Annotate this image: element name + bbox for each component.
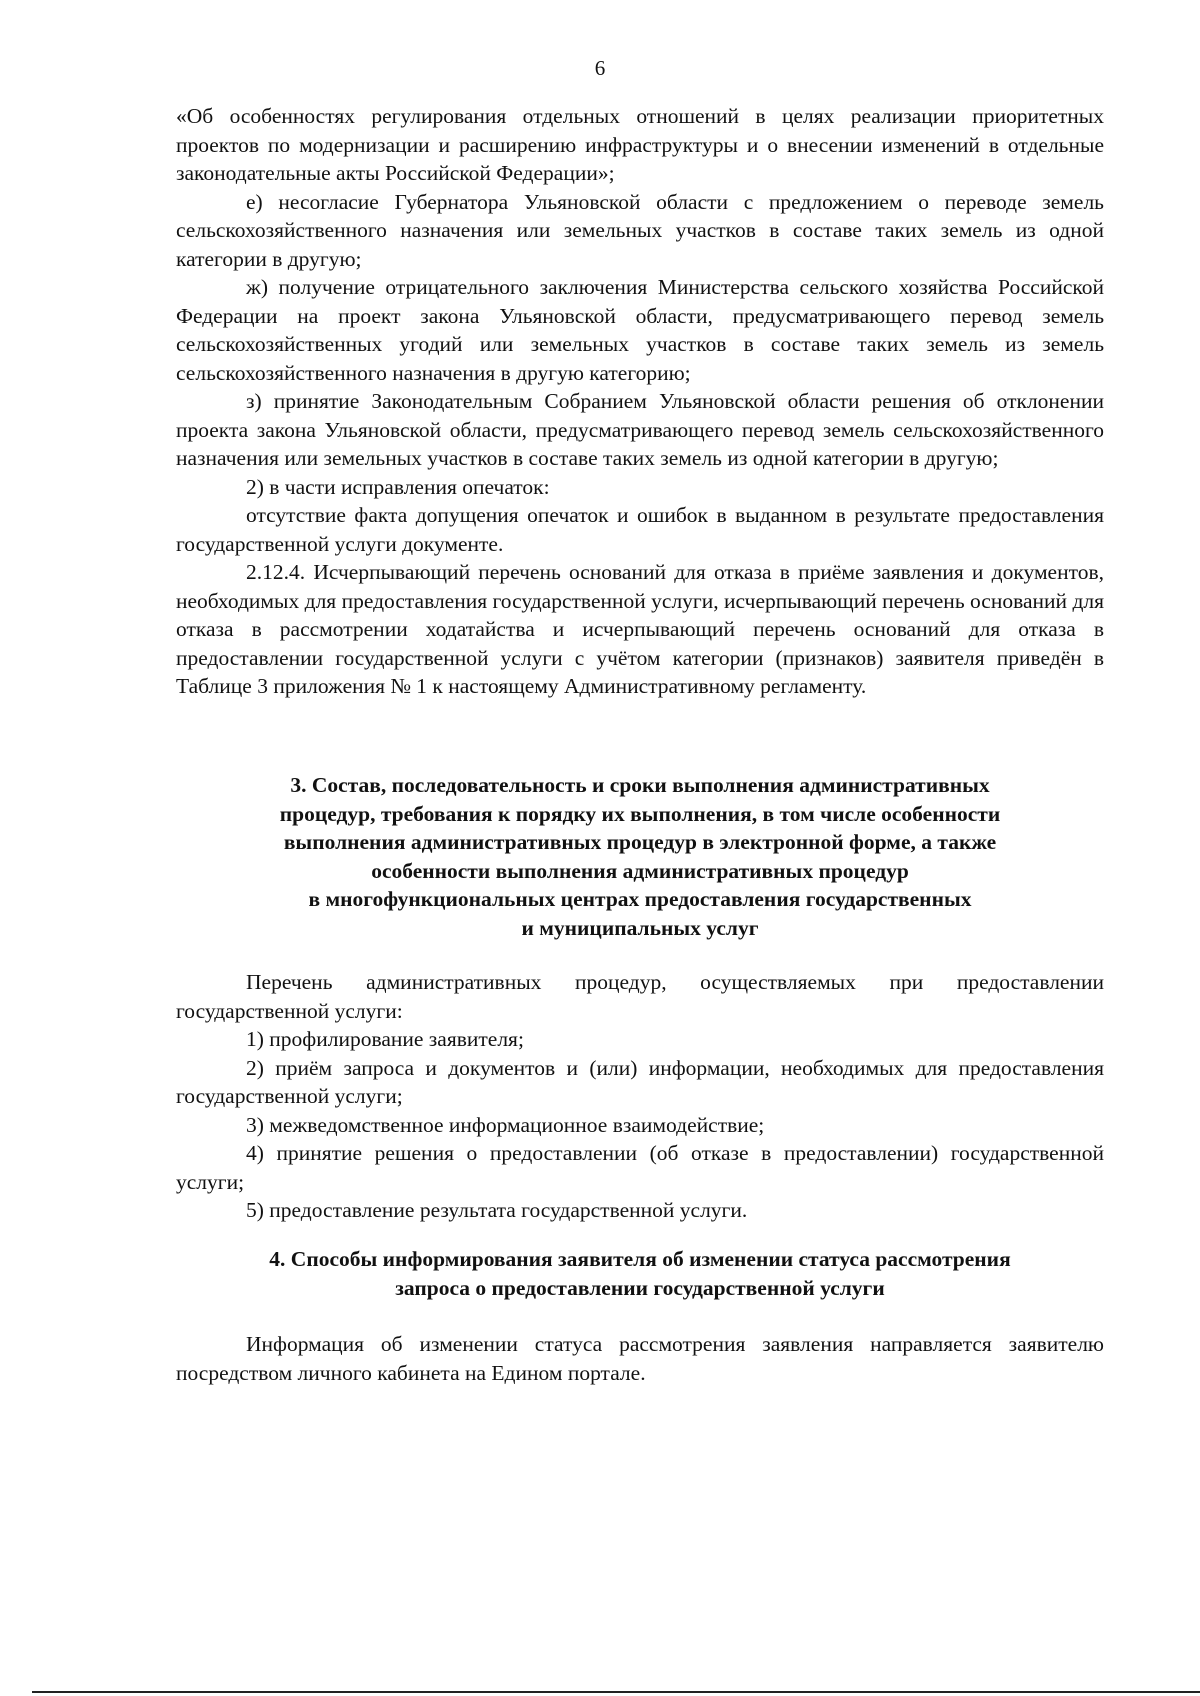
list-item: 3) межведомственное информационное взаимодействие; [246, 1112, 765, 1137]
text-block-grounds-for-refusal [176, 102, 1104, 701]
heading-line: процедур, требования к порядку их выполнения, в том числе особенности [279, 801, 1001, 826]
heading-line: запроса о предоставлении государственной услуги [395, 1275, 885, 1300]
paragraph: Информация об изменении статуса рассмотрения заявления направляется заявителю посредством личного кабинета на Едином портале. [176, 1332, 1104, 1385]
section-4-heading [176, 1245, 1104, 1302]
heading-line: 4. Способы информирования заявителя об изменении статуса рассмотрения [269, 1247, 1011, 1271]
heading-line: и муниципальных услуг [521, 915, 759, 940]
heading-line: выполнения административных процедур в электронной форме, а также [283, 830, 997, 854]
paragraph: «Об особенностях регулирования отдельных отношений в целях реализации приоритетных проектов по модернизации и расширению инфраструктуры и о внесении изменений в отдельные законодательные акты Российской Федерации»; [176, 104, 1104, 185]
heading-line: 3. Состав, последовательность и сроки выполнения административных [290, 773, 990, 797]
paragraph: Перечень административных процедур, осуществляемых при предоставлении государственной услуги: [176, 970, 1104, 1023]
page-bottom-rule [32, 1691, 1200, 1693]
heading-line: особенности выполнения административных процедур [371, 858, 909, 883]
list-item: 1) профилирование заявителя; [246, 1027, 524, 1051]
section-3-heading [176, 771, 1104, 942]
paragraph: з) принятие Законодательным Собранием Ульяновской области решения об отклонении проекта закона Ульяновской области, предусматривающего перевод земель сельскохозяйственного назначения или земельных участков в составе таких земель из одной категории в другую; [176, 389, 1104, 470]
list-item: 5) предоставление результата государственной услуги. [246, 1198, 748, 1222]
text-block-status-information [176, 1330, 1104, 1387]
paragraph: е) несогласие Губернатора Ульяновской области с предложением о переводе земель сельскохозяйственного назначения или земельных участков в составе таких земель из одной категории в другую; [176, 189, 1104, 271]
list-item: 4) принятие решения о предоставлении (об отказе в предоставлении) государственной услуги; [176, 1141, 1104, 1194]
page-number: 6 [594, 56, 606, 80]
heading-line: в многофункциональных центрах предоставления государственных [308, 887, 972, 911]
paragraph: 2) в части исправления опечаток: [246, 474, 550, 499]
list-item: 2) приём запроса и документов и (или) информации, необходимых для предоставления государственной услуги; [176, 1055, 1104, 1108]
text-block-procedures-list [176, 968, 1104, 1225]
paragraph: ж) получение отрицательного заключения Министерства сельского хозяйства Российской Федерации на проект закона Ульяновской области, предусматривающего перевод земель сельскохозяйственных угодий или земельных участков в составе таких земель из земель сельскохозяйственного назначения в другую категорию; [176, 275, 1104, 385]
paragraph: отсутствие факта допущения опечаток и ошибок в выданном в результате предоставления государственной услуги документе. [176, 503, 1104, 556]
paragraph: 2.12.4. Исчерпывающий перечень оснований для отказа в приёме заявления и документов, необходимых для предоставления государственной услуги, исчерпывающий перечень оснований для отказа в рассмотрении ходатайства и исчерпывающий перечень оснований для отказа в предоставлении государственной услуги с учётом категории (признаков) заявителя приведён в Таблице 3 приложения № 1 к настоящему Административному регламенту. [176, 560, 1104, 698]
